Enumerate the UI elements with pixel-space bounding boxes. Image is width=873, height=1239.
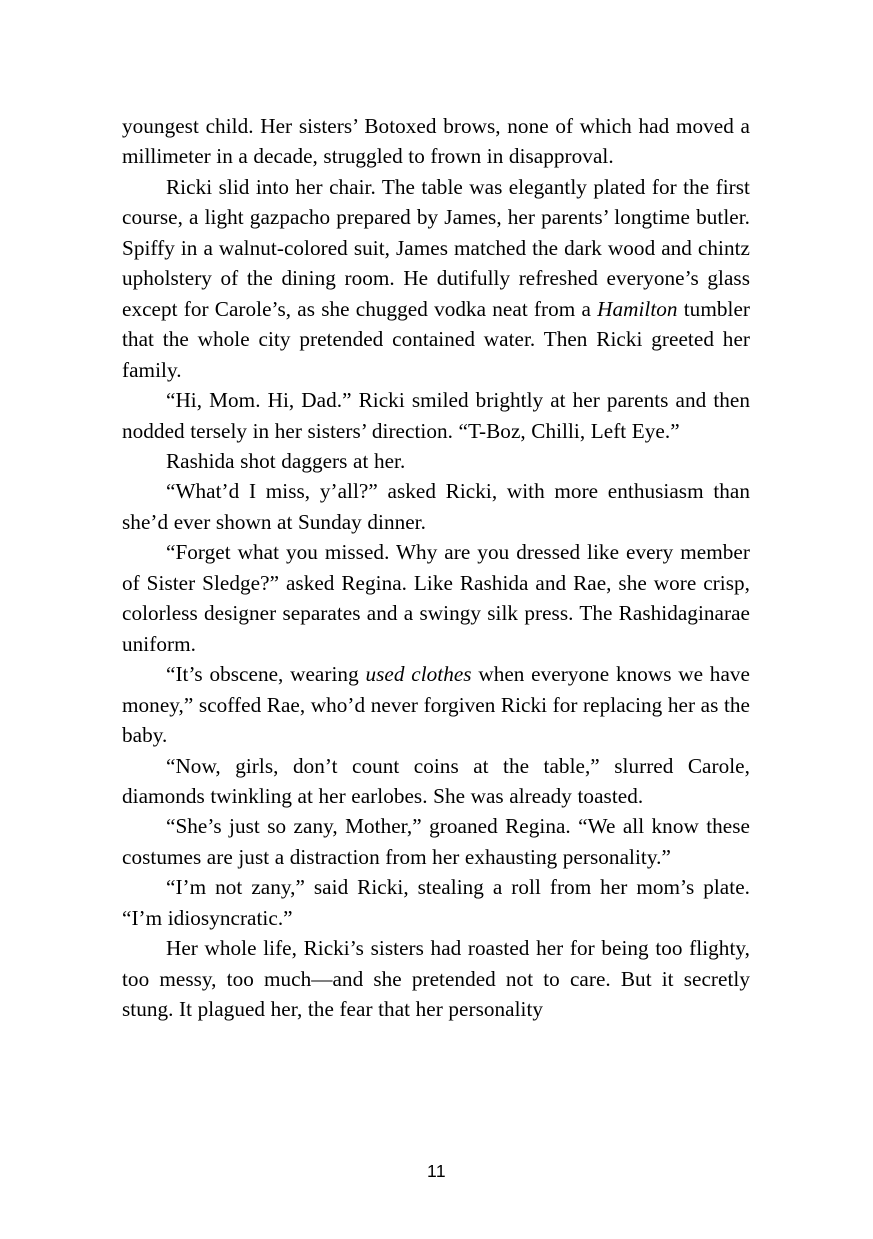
text-run: “It’s obscene, wearing [166,662,366,687]
text-run: “She’s just so zany, Mother,” groaned Regina. “We all know these costumes are just a distraction from her exhausting personality.” [122,814,750,869]
text-run: “Hi, Mom. Hi, Dad.” Ricki smiled brightly at her parents and then nodded tersely in her sisters’ direction. “T-Boz, Chilli, Left Eye.” [122,388,750,443]
paragraph [122,172,750,385]
paragraph [122,385,750,446]
paragraph [122,446,750,476]
paragraph [122,659,750,750]
paragraph [122,751,750,812]
body-text-block [122,111,750,1025]
text-run: Rashida shot daggers at her. [166,448,406,473]
text-run: tumbler that the whole city pretended contained water. Then Ricki greeted her family. [122,296,750,382]
text-run: “Forget what you missed. Why are you dressed like every member of Sister Sledge?” asked Regina. Like Rashida and Rae, she wore crisp, colorless designer separates and a swingy silk press. The Rashidaginarae uniform. [122,540,750,656]
page-number: 11 [427,1161,446,1181]
text-run: youngest child. Her sisters’ Botoxed brows, none of which had moved a millimeter in a decade, struggled to frown in disapproval. [122,114,750,169]
text-run: “What’d I miss, y’all?” asked Ricki, with more enthusiasm than she’d ever shown at Sunday dinner. [122,479,750,534]
paragraph [122,811,750,872]
italic-text: used clothes [365,662,472,687]
paragraph [122,872,750,933]
text-run: Ricki slid into her chair. The table was elegantly plated for the first course, a light gazpacho prepared by James, her parents’ longtime butler. Spiffy in a walnut-colored suit, James matched the dark wood and chintz upholstery of the dining room. He dutifully refreshed everyone’s glass except for Carole’s, as she chugged vodka neat from a [122,174,750,321]
text-run: “Now, girls, don’t count coins at the table,” slurred Carole, diamonds twinkling at her earlobes. She was already toasted. [122,753,750,808]
paragraph [122,476,750,537]
text-run: when everyone knows we have money,” scoffed Rae, who’d never forgiven Ricki for replacing her as the baby. [122,662,750,748]
italic-text: Hamilton [597,296,678,321]
text-run: Her whole life, Ricki’s sisters had roasted her for being too flighty, too messy, too much—and she pretended not to care. But it secretly stung. It plagued her, the fear that her personality [122,936,750,1022]
paragraph [122,111,750,172]
text-run: “I’m not zany,” said Ricki, stealing a roll from her mom’s plate. “I’m idiosyncratic.” [122,875,750,930]
paragraph [122,933,750,1024]
paragraph [122,537,750,659]
